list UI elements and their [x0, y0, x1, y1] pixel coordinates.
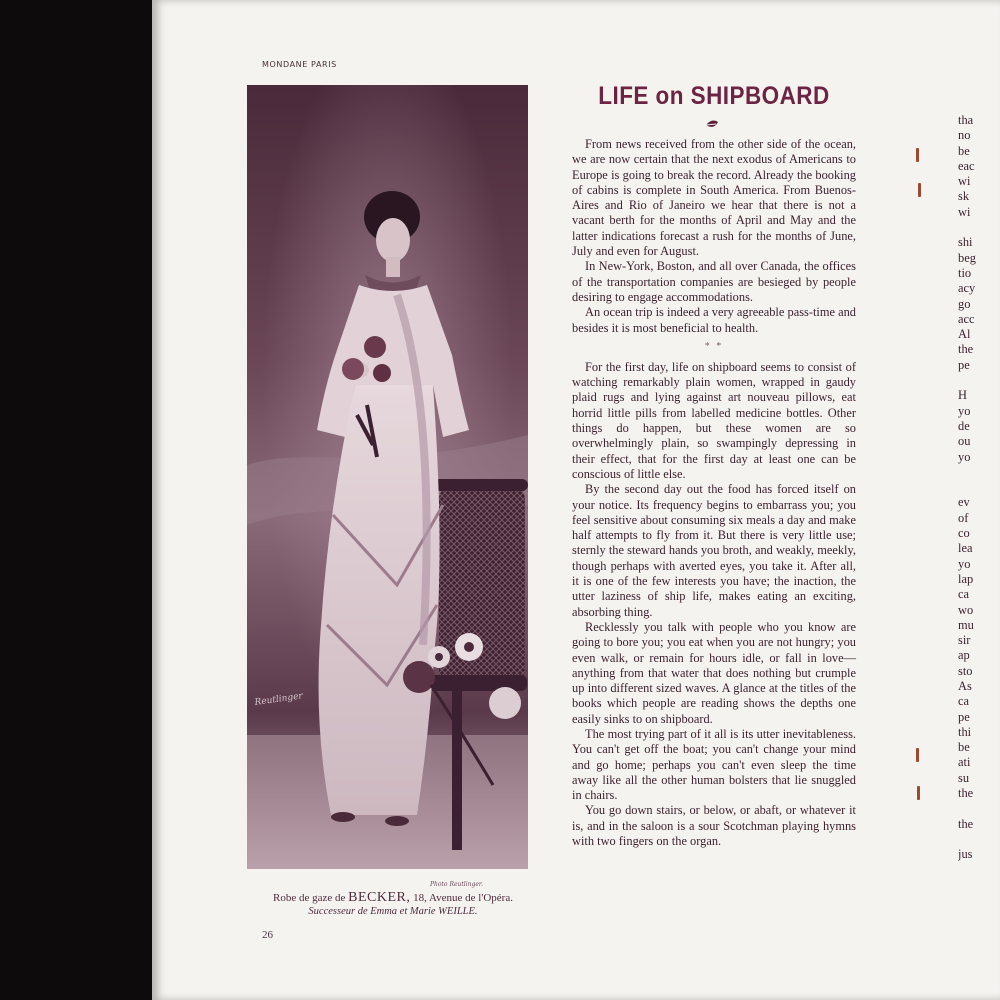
fragment-line: beg [958, 250, 976, 265]
article-body [572, 137, 856, 849]
fragment-line: sto [958, 663, 973, 678]
fragment-line: ati [958, 755, 971, 770]
fragment-line: de [958, 418, 970, 433]
paragraph: In New-York, Boston, and all over Canada, the offices of the transportation companies are besieged by people desiring to engage accommodations. [572, 259, 856, 304]
binding-mark [916, 748, 919, 762]
fragment-line: be [958, 143, 970, 158]
paragraph: For the first day, life on shipboard seems to consist of watching remarkably plain women, wrapped in gaudy plaid rugs and lying against art nouveau pillows, eat horrid little pills from labelled medicine bottles. Other things do happen, but these women are so overwhelmingly plain, so swampingly depressing in their effect, that for the first day at least one can be conscious of little else. [572, 359, 856, 481]
photo-illustration [247, 85, 528, 869]
fashion-photograph [247, 85, 528, 869]
fragment-line: tha [958, 113, 974, 127]
fragment-line: wi [958, 174, 971, 189]
fragment-line [958, 832, 1000, 847]
paragraph: You go down stairs, or below, or abaft, or whatever it is, and in the saloon is a sour Scotchman playing hymns with two fingers on the organ. [572, 803, 856, 849]
fragment-line: of [958, 510, 969, 525]
fragment-line: lap [958, 571, 974, 586]
fragment-line: ou [958, 434, 971, 449]
fragment-line: the [958, 786, 974, 801]
photo-caption [248, 891, 538, 918]
fragment-line: acc [958, 311, 975, 326]
fragment-line: ev [958, 495, 970, 510]
fragment-line: lea [958, 541, 973, 556]
photo-credit: Photo Reutlinger. [430, 881, 483, 888]
fragment-line: co [958, 526, 970, 541]
fragment-line: go [958, 296, 971, 311]
facing-page-text-fragments [958, 113, 1000, 863]
fragment-line: the [958, 816, 974, 831]
paragraph: From news received from the other side of the ocean, we are now certain that the next exodus of Americans to Europe is going to break the record. Already the booking of cabins is complete in South America. From Buenos-Aires and Rio of Janeiro we hear that there is not a vacant berth for the months of April and May and the latter indications forecast a rush for the months of June, July and even for August. [572, 137, 856, 259]
fragment-line [958, 480, 1000, 495]
paragraph: The most trying part of it all is its utter inevitableness. You can't get off the boat; you can't change your mind and go home; perhaps you can't even sleep the time away like all the other human bolsters that lie snuggled in chairs. [572, 726, 856, 803]
fragment-line: sir [958, 633, 971, 648]
fragment-line: thi [958, 724, 972, 739]
running-head: MONDANE PARIS [262, 60, 337, 69]
fragment-line: pe [958, 357, 970, 372]
fragment-line: ca [958, 694, 969, 709]
fragment-line: acy [958, 281, 976, 296]
fragment-line [958, 465, 1000, 480]
fragment-line: eac [958, 158, 975, 173]
fragment-line: yo [958, 556, 971, 571]
fragment-line: sk [958, 189, 970, 204]
paragraph: By the second day out the food has forced itself on your notice. Its frequency begins to embarrass you; you feel sensitive about consuming six meals a day and make half attempts to fly from it. But there is very little use; sternly the steward hands you broth, and weakly, meekly, though perhaps with averted eyes, you take it. After all, it is one of the few interests you have; the inaction, the utter laziness of ship life, makes eating an exciting, absorbing thing. [572, 482, 856, 619]
fragment-line: Al [958, 327, 971, 342]
leaf-ornament-icon [704, 118, 720, 132]
caption-house: BECKER, [348, 890, 411, 905]
photographer-signature: Reutlinger [254, 691, 304, 708]
fragment-line: the [958, 342, 974, 357]
caption-successor: Successeur de Emma et Marie WEILLE. [308, 906, 478, 917]
fragment-line: pe [958, 709, 970, 724]
binding-mark [918, 183, 921, 197]
fragment-line: tio [958, 265, 972, 280]
page-number: 26 [262, 929, 273, 941]
fragment-line: shi [958, 235, 973, 250]
binding-mark [916, 148, 919, 162]
fragment-line: yo [958, 449, 971, 464]
fragment-line [958, 373, 1000, 388]
section-separator: * * [704, 340, 724, 352]
fragment-line: jus [958, 847, 973, 862]
fragment-line: yo [958, 403, 971, 418]
caption-prefix: Robe de gaze de [273, 892, 346, 904]
fragment-line: wo [958, 602, 974, 617]
fragment-line [958, 220, 1000, 235]
fragment-line: ap [958, 648, 970, 663]
fragment-line: ca [958, 587, 969, 602]
fragment-line [958, 801, 1000, 816]
fragment-line: be [958, 740, 970, 755]
fragment-line: As [958, 678, 972, 693]
article-title: LIFE on SHIPBOARD [598, 82, 830, 110]
fragment-line: mu [958, 617, 974, 632]
fragment-line: no [958, 128, 971, 143]
binding-mark [917, 786, 920, 800]
paragraph: Recklessly you talk with people who you know are going to bore you; you eat when you are not hungry; you even walk, or remain for hours idle, or fall in love—anything from that water that does nothing but crumple up into different sized waves. A glance at the titles of the books which people are reading shows the depths one easily sinks to on shipboard. [572, 619, 856, 726]
paragraph: An ocean trip is indeed a very agreeable pass-time and besides it is most beneficial to health. [572, 305, 856, 335]
fragment-line: su [958, 770, 970, 785]
fragment-line: wi [958, 204, 971, 219]
fragment-line: H [958, 388, 967, 403]
caption-address: 18, Avenue de l'Opéra. [413, 892, 513, 904]
